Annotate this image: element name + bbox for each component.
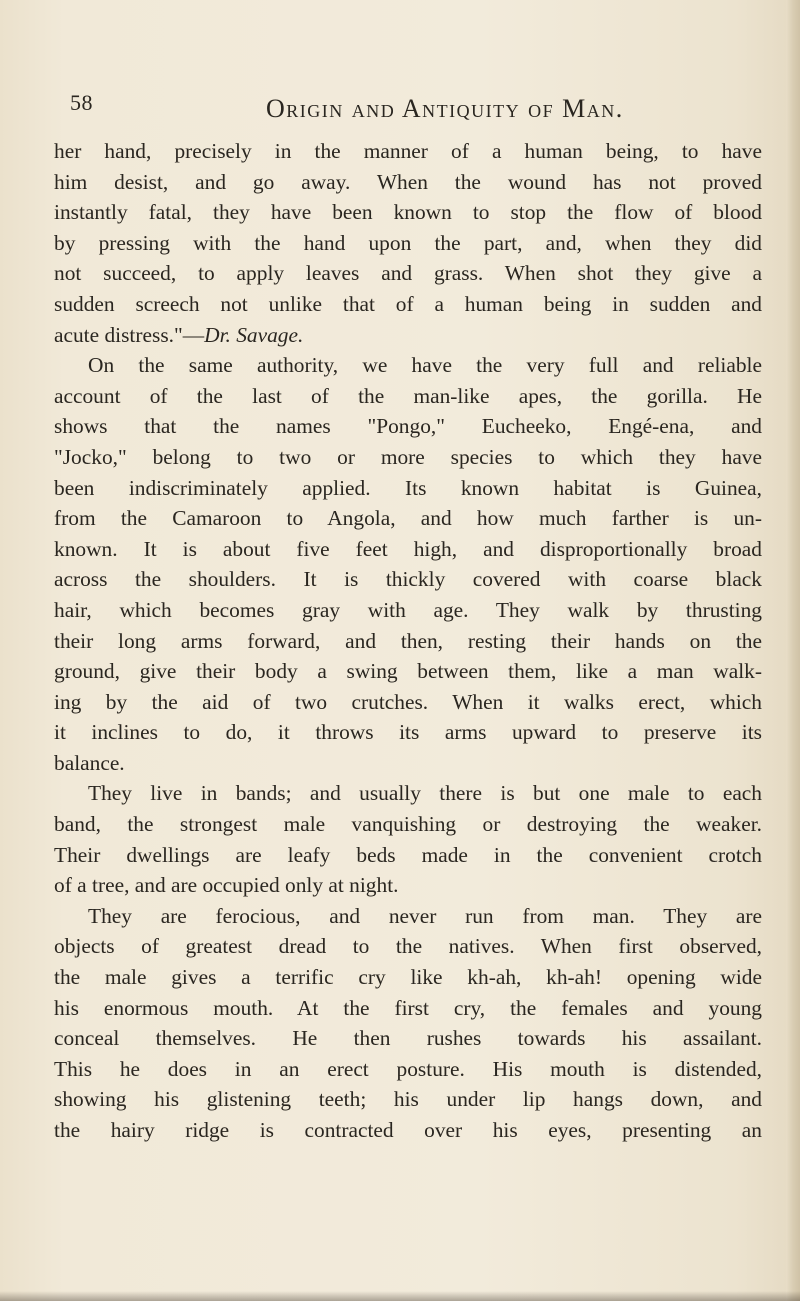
text-line-content: ground, give their body a swing between them, like a man walk-: [54, 659, 762, 684]
text-line: [54, 840, 762, 871]
text-line-content: They live in bands; and usually there is but one male to each: [88, 781, 762, 806]
text-line: [54, 564, 762, 595]
text-line: [54, 1084, 762, 1115]
text-line: [54, 993, 762, 1024]
page-number: 58: [70, 90, 93, 115]
text-line: [54, 1023, 762, 1054]
text-line: [54, 136, 762, 167]
quote-attribution: Dr. Savage.: [204, 322, 304, 347]
text-line-content: On the same authority, we have the very full and reliable: [88, 353, 762, 378]
body-text: [54, 136, 762, 1146]
text-line-content: of a tree, and are occupied only at night.: [54, 873, 399, 898]
text-line: [54, 1054, 762, 1085]
text-line: [54, 870, 762, 901]
text-line-content: objects of greatest dread to the natives. When first observed,: [54, 934, 762, 959]
text-line-content: shows that the names "Pongo," Eucheeko, Engé-ena, and: [54, 414, 762, 439]
text-line: [54, 1115, 762, 1146]
page-edge-shadow: [786, 0, 800, 1301]
text-line: [54, 534, 762, 565]
text-line: [54, 411, 762, 442]
text-line: [54, 258, 762, 289]
text-line-content: from the Camaroon to Angola, and how much farther is un-: [54, 506, 762, 531]
text-line: [54, 626, 762, 657]
text-line: [54, 320, 762, 351]
text-line: [54, 442, 762, 473]
text-line-content: hair, which becomes gray with age. They walk by thrusting: [54, 597, 762, 622]
text-line: [54, 809, 762, 840]
page-header: [70, 92, 770, 132]
text-line-content: account of the last of the man-like apes, the gorilla. He: [54, 383, 762, 408]
text-line-content: not succeed, to apply leaves and grass. When shot they give a: [54, 261, 762, 286]
text-line-content: across the shoulders. It is thickly covered with coarse black: [54, 567, 762, 592]
text-line: [54, 717, 762, 748]
page-bottom-shadow: [0, 1291, 800, 1301]
text-line-content: conceal themselves. He then rushes towards his assailant.: [54, 1026, 762, 1051]
text-line: [54, 656, 762, 687]
text-line-content: sudden screech not unlike that of a human being in sudden and: [54, 291, 762, 316]
text-line-content: balance.: [54, 750, 125, 775]
text-line-content: it inclines to do, it throws its arms upward to preserve its: [54, 720, 762, 745]
text-line-content: her hand, precisely in the manner of a human being, to have: [54, 139, 762, 163]
text-line: [54, 503, 762, 534]
text-line: [54, 687, 762, 718]
text-line-content: their long arms forward, and then, resting their hands on the: [54, 628, 762, 653]
text-line-content: showing his glistening teeth; his under lip hangs down, and: [54, 1087, 762, 1112]
text-line: [54, 350, 762, 381]
text-line: [54, 595, 762, 626]
text-line-content: They are ferocious, and never run from man. They are: [88, 903, 762, 928]
text-line: [54, 381, 762, 412]
running-title: Origin and Antiquity of Man.: [266, 94, 624, 123]
text-line: [54, 778, 762, 809]
text-line-content: ing by the aid of two crutches. When it walks erect, which: [54, 689, 762, 714]
text-line: [54, 901, 762, 932]
text-line-content: Their dwellings are leafy beds made in the convenient crotch: [54, 842, 762, 867]
text-line-content: by pressing with the hand upon the part, and, when they did: [54, 230, 762, 255]
text-line-content: "Jocko," belong to two or more species to which they have: [54, 444, 762, 469]
text-line: [54, 167, 762, 198]
text-line-content: This he does in an erect posture. His mouth is distended,: [54, 1056, 762, 1081]
text-line: [54, 473, 762, 504]
text-line-content: his enormous mouth. At the first cry, the females and young: [54, 995, 762, 1020]
text-line: [54, 228, 762, 259]
text-line-content: him desist, and go away. When the wound has not proved: [54, 169, 762, 194]
text-line: [54, 197, 762, 228]
text-line: [54, 962, 762, 993]
text-line-content: known. It is about five feet high, and disproportionally broad: [54, 536, 762, 561]
text-line: [54, 289, 762, 320]
text-line: [54, 748, 762, 779]
text-line-content: band, the strongest male vanquishing or destroying the weaker.: [54, 812, 762, 837]
text-line: [54, 931, 762, 962]
text-line-content: been indiscriminately applied. Its known habitat is Guinea,: [54, 475, 762, 500]
text-line-content: the male gives a terrific cry like kh-ah, kh-ah! opening wide: [54, 965, 762, 990]
text-line-content: the hairy ridge is contracted over his eyes, presenting an: [54, 1118, 762, 1142]
text-line-content: acute distress."—: [54, 322, 205, 347]
text-line-content: instantly fatal, they have been known to stop the flow of blood: [54, 200, 762, 225]
